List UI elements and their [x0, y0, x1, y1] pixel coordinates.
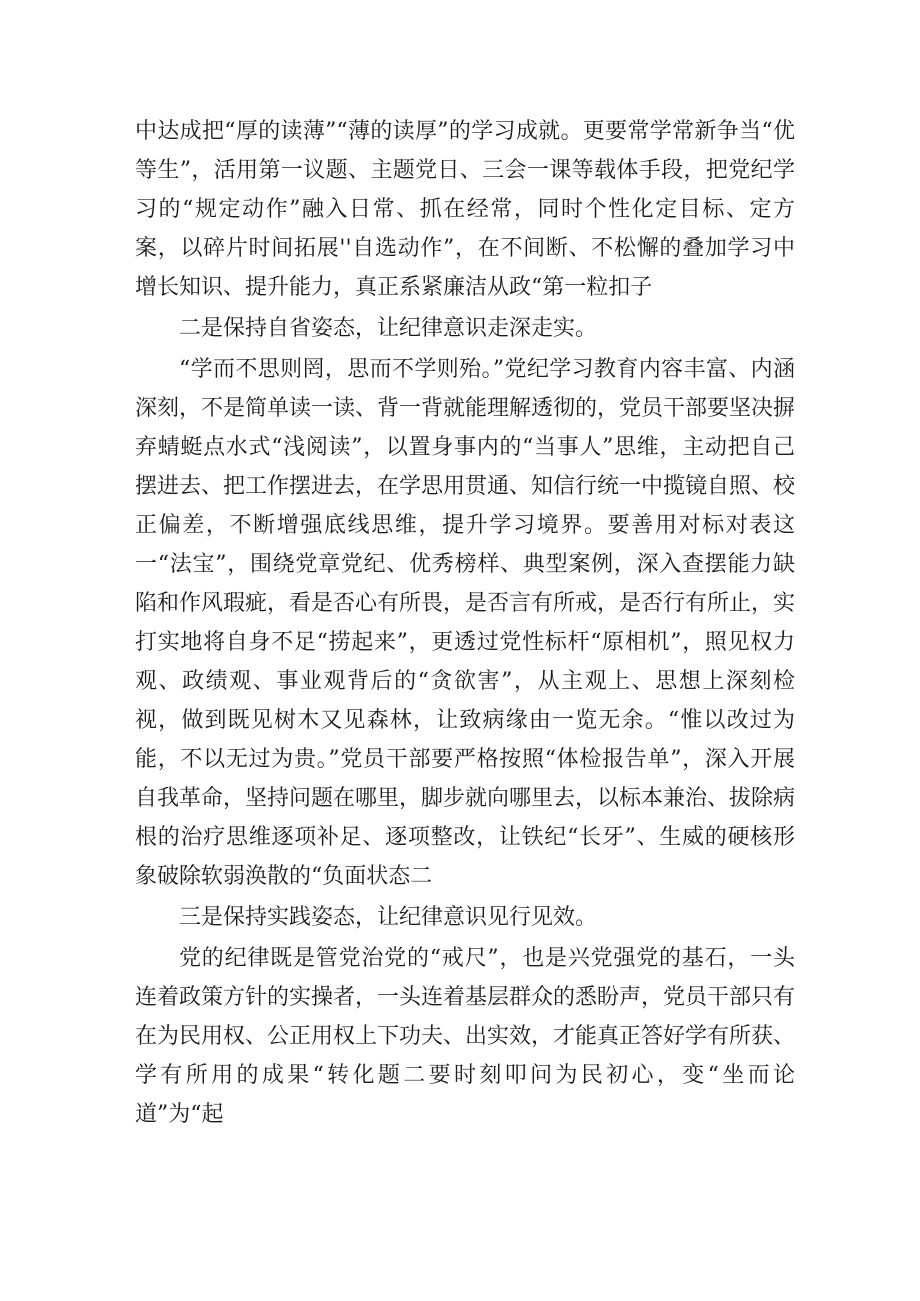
- section-heading-three: 三是保持实践姿态，让纪律意识见行见效。: [179, 905, 598, 930]
- paragraph-section-two: “学而不思则罔，思而不学则殆。”党纪学习教育内容丰富、内涵深刻，不是简单读一读、背一背就能理解透彻的，党员干部要坚决摒弃蜻蜓点水式“浅阅读”，以置身事内的“当事人”思维，主动把自己摆进去、把工作摆进去，在学思用贯通、知信行统一中揽镜自照、校正偏差，不断增强底线思维，提升学习境界。要善用对标对表这一“法宝”，围绕党章党纪、优秀榜样、典型案例，深入查摆能力缺陷和作风瑕疵，看是否心有所畏，是否言有所戒，是否行有所止，实打实地将自身不足“捞起来”，更透过党性标杆“原相机”，照见权力观、政绩观、事业观背后的“贪欲害”，从主观上、思想上深刻检视，做到既见树木又见森林，让致病缘由一览无余。“惟以改过为能，不以无过为贵。”党员干部要严格按照“体检报告单”，深入开展自我革命，坚持问题在哪里，脚步就向哪里去，以标本兼治、拔除病根的治疗思维逐项补足、逐项整改，让铁纪“长牙”、生威的硬核形象破除软弱涣散的“负面状态二: [135, 357, 796, 889]
- document-body: [135, 112, 795, 1134]
- section-heading-two: 二是保持自省姿态，让纪律意识走深走实。: [179, 316, 598, 341]
- paragraph-intro-continuation: 中达成把“厚的读薄”“薄的读厚”的学习成就。更要常学常新争当“优等生”，活用第一议题、主题党日、三会一课等载体手段，把党纪学习的“规定动作”融入日常、抓在经常，同时个性化定目标、定方案，以碎片时间拓展''自选动作”，在不间断、不松懈的叠加学习中增长知识、提升能力，真正系紧廉洁从政“第一粒扣子: [135, 119, 795, 300]
- paragraph-section-three: 党的纪律既是管党治党的“戒尺”，也是兴党强党的基石，一头连着政策方针的实操者，一头连着基层群众的悉盼声，党员干部只有在为民用权、公正用权上下功夫、出实效，才能真正答好学有所获、学有所用的成果“转化题二要时刻叩问为民初心，变“坐而论道”为“起: [135, 946, 796, 1127]
